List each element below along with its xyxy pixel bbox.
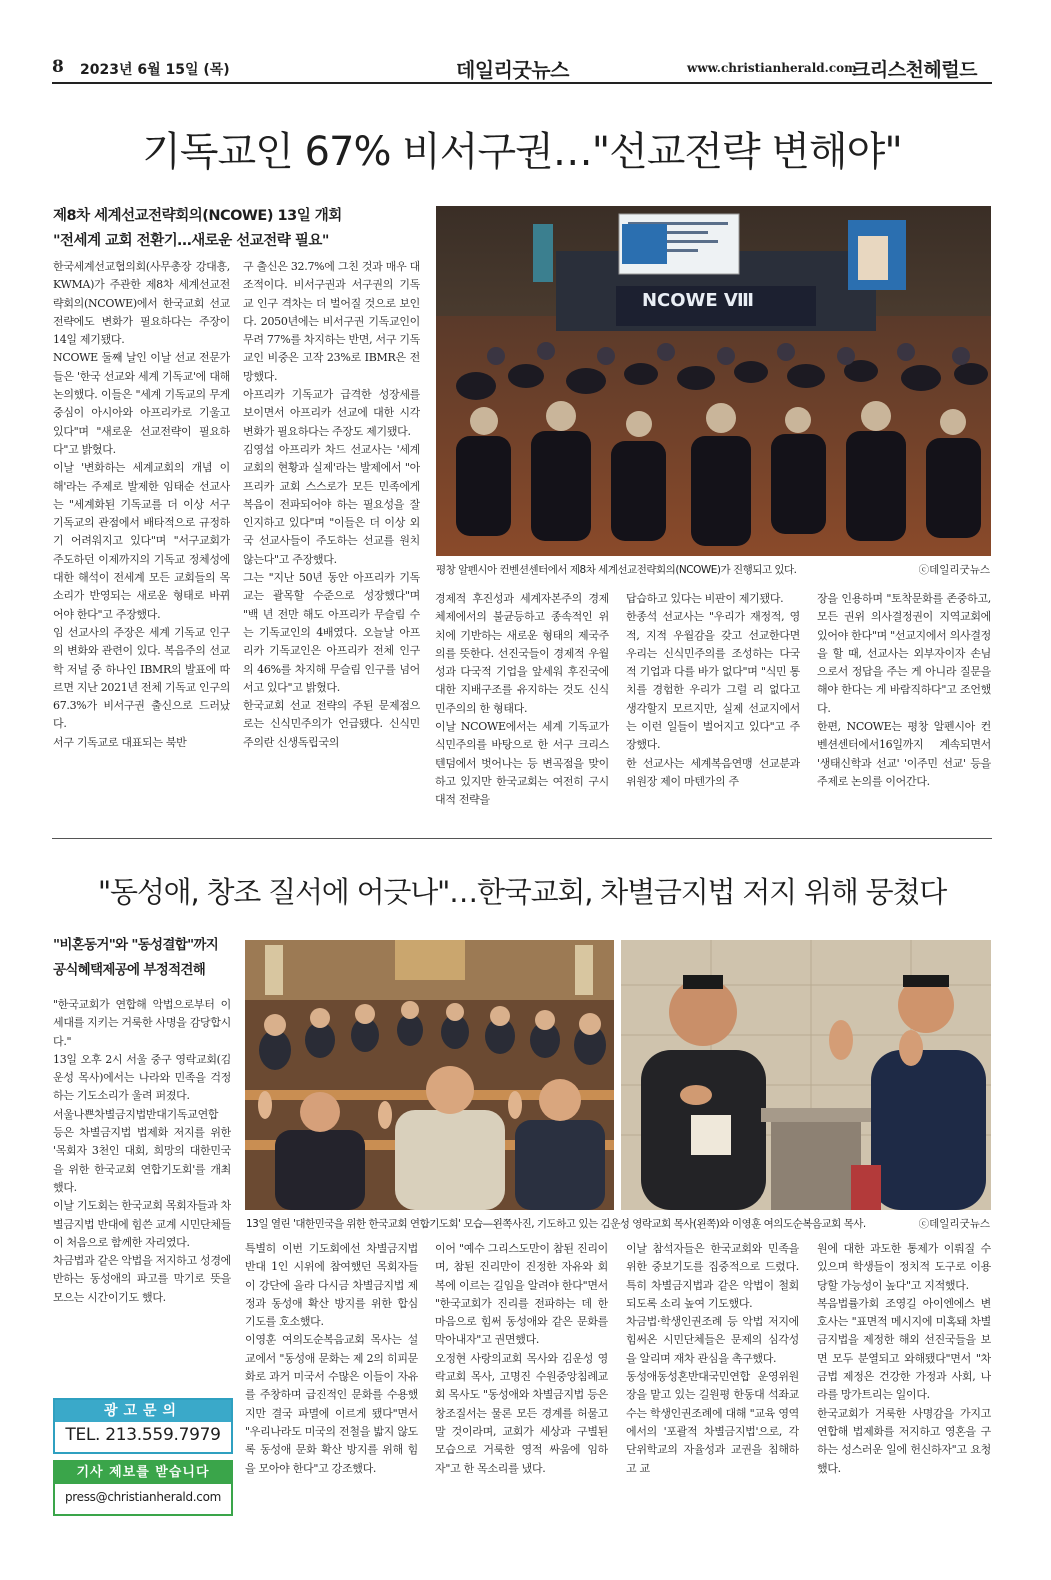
article2-photo-credit: ⓒ데일리굿뉴스 (918, 1218, 990, 1230)
article1-photo-caption: 평창 알펜시아 컨벤션센터에서 제8차 세계선교전략회의(NCOWE)가 진행되고 있다. (436, 564, 797, 576)
header-rule (52, 82, 992, 84)
article1-column-1: 한국세계선교협의회(사무총장 강대흥, KWMA)가 주관한 제8차 세계선교전략회의(NCOWE)에서 한국교회 선교전략에도 변화가 필요하다는 주장이 14일 제기됐다. NCOWE 둘째 날인 이날 선교 전문가들은 '한국 선교와 세계 기독교'에 대해 논의했다. 이들은 "세계 기독교의 무게 중심이 아시아와 아프리카로 기울고 있다"며 "새로운 선교전략이 필요하다"고 밝혔다. 이날 '변화하는 세계교회의 개념 이해'라는 주제로 발제한 임태순 선교사는 "세계화된 기독교를 더 이상 서구 기독교의 관점에서 배타적으로 규정하기 어려워지고 있다"며 "서구교회가 주도하던 이제까지의 기독교 정체성에 대한 해석이 전세계 모든 교회들의 목소리가 반영되는 새로운 형태로 바뀌어야 한다"고 주장했다. 임 선교사의 주장은 세계 기독교 인구의 변화와 관련이 있다. 복음주의 선교학 저널 중 하나인 IBMR의 발표에 따르면 지난 2021년 전체 기독교 인구의 67.3%가 비서구권 출신으로 드러났다. 서구 기독교로 대표되는 북반 (53, 260, 230, 749)
article1-subhead-2: "전세계 교회 전환기…새로운 선교전략 필요" (53, 233, 329, 249)
article2-photo-caption: 13일 열린 '대한민국을 위한 한국교회 연합기도회' 모습—왼쪽사진, 기도하고 있는 김운성 영락교회 목사(왼쪽)와 이영훈 여의도순복음교회 목사. (246, 1218, 866, 1230)
article2-subheads (53, 933, 243, 983)
article1-subheads (53, 204, 433, 254)
pastors-praying-photo (621, 940, 991, 1210)
article2-column-2: 특별히 이번 기도회에선 차별금지법 반대 1인 시위에 참여했던 목회자들이 강단에 올라 다시금 차별금지법 제정과 동성애 확산 방지를 위한 합심 기도를 호소했다. 이영훈 여의도순복음교회 목사는 설교에서 "동성애 문화는 제 2의 히피문화로 과거 미국서 수많은 이들이 자유를 주창하며 급진적인 문화를 수용했지만 결국 파멸에 이르게 됐다"면서 "우리나라도 미국의 전철을 밟지 않도록 동성애 문화 확산 방지를 위해 힘을 모아야 한다"고 강조했다. (245, 1242, 418, 1475)
issue-date: 2023년 6월 15일 (목) (80, 62, 230, 78)
article1-column-4: 답습하고 있다는 비판이 제기됐다. 한종석 선교사는 "우리가 재정적, 영적, 지적 우월감을 갖고 선교한다면 우리는 신식민주의를 조성하는 다국적 기업과 다를 바가 없다"며 "식민 통치를 경험한 우리가 그럴 리 없다고 생각할지 모르지만, 실제 선교지에서는 이런 일들이 벌어지고 있다"고 주장했다. 한 선교사는 세계복음연맹 선교분과 위원장 제이 마텐가의 주 (626, 592, 800, 788)
prayer-meeting-graphic (245, 940, 614, 1210)
article1-subhead-1: 제8차 세계선교전략회의(NCOWE) 13일 개회 (53, 208, 342, 224)
article2-subhead-2: 공식혜택제공에 부정적견해 (53, 962, 206, 978)
prayer-meeting-photo (245, 940, 614, 1210)
section-divider (52, 838, 992, 839)
article1-column-5: 장을 인용하며 "토착문화를 존중하고, 모든 권위 의사결정권이 지역교회에 있어야 한다"며 "선교지에서 의사결정을 할 때, 선교사는 외부자이자 손님으로서 정답을 주는 게 아니라 질문을 해야 한다는 게 바람직하다"고 조언했다. 한편, NCOWE는 평창 알펜시아 컨벤션센터에서16일까지 계속되면서 '생태신학과 선교' '이주민 선교' 등을 주제로 논의를 이어간다. (817, 592, 991, 788)
article2-headline: "동성애, 창조 질서에 어긋나"…한국교회, 차별금지법 저지 위해 뭉쳤다 (97, 875, 947, 909)
page-number: 8 (52, 57, 64, 77)
article2-subhead-1: "비혼동거"와 "동성결합"까지 (53, 937, 219, 953)
ad-contact-title: 광고문의 (55, 1400, 231, 1422)
ad-contact-phone[interactable]: TEL. 213.559.7979 (65, 1425, 221, 1445)
article1-photo-credit: ⓒ데일리굿뉴스 (918, 564, 990, 576)
article2-column-3: 이어 "예수 그리스도만이 참된 진리이며, 참된 진리만이 진정한 자유와 회복에 이르는 길임을 알려야 한다"면서 "한국교회가 진리를 전파하는 데 한 마음으로 힘써 동성애와 같은 문화를 막아내자"고 권면했다. 오정현 사랑의교회 목사와 김운성 영락교회 목사, 고명진 수원중앙침례교회 목사도 "동성애와 차별금지법 등은 창조질서는 물론 모든 경계를 허물고 말 것이라며, 교회가 세상과 구별된 모습으로 거룩한 영적 싸움에 임하자"고 한 목소리를 냈다. (435, 1242, 608, 1475)
conference-photo-graphic (436, 206, 991, 556)
site-url: www.christianherald.com (687, 61, 857, 75)
pastors-praying-graphic (621, 940, 991, 1210)
article2-column-5: 원에 대한 과도한 통제가 이뤄질 수 있으며 학생들이 정치적 도구로 이용당할 가능성이 높다"고 지적했다. 복음법률가회 조영길 아이엔에스 변호사는 "표면적 메시지에 미혹돼 차별금지법을 제정한 해외 선진국들을 보면 모두 분열되고 와해됐다"면서 "차금법 제정은 건강한 가정과 사회, 나라를 망가트리는 일이다. 한국교회가 거룩한 사명감을 가지고 연합해 법제화를 저지하고 영혼을 구하는 성스러운 일에 헌신하자"고 요청했다. (817, 1242, 991, 1475)
article2-column-1: "한국교회가 연합해 악법으로부터 이 세대를 지키는 거룩한 사명을 감당합시다." 13일 오후 2시 서울 중구 영락교회(김운성 목사)에서는 나라와 민족을 걱정하는 기도소리가 울려 퍼졌다. 서울나쁜차별금지법반대기독교연합 등은 차별금지법 법제화 저지를 위한 '목회자 3천인 대회, 희망의 대한민국을 위한 한국교회 연합기도회'를 개최했다. 이날 기도회는 한국교회 목회자들과 차별금지법 반대에 힘쓴 교계 시민단체들이 처음으로 함께한 자리였다. 차금법과 같은 악법을 저지하고 성경에 반하는 동성애의 파고를 막기로 뜻을 모으는 시간이기도 했다. (53, 998, 231, 1304)
paper-name: 데일리굿뉴스 (456, 58, 569, 82)
news-tip-title: 기사 제보를 받습니다 (55, 1462, 231, 1484)
article1-column-3: 경제적 후진성과 세계자본주의 경제체제에서의 불균등하고 종속적인 위치에 기반하는 새로운 형태의 제국주의를 뜻한다. 선진국들이 경제적 우월성과 다국적 기업을 앞세워 후진국에 대한 지배구조를 유지하는 것도 신식민주의의 한 형태다. 이날 NCOWE에서는 세계 기독교가 식민주의를 바탕으로 한 서구 크리스텐덤에서 벗어나는 등 변곡점을 맞이하고 있지만 한국교회는 여전히 구시대적 전략을 (435, 592, 609, 807)
article1-headline: 기독교인 67% 비서구권…"선교전략 변해야" (142, 129, 902, 175)
stage-sign: NCOWE Ⅷ (641, 290, 755, 311)
conference-photo (436, 206, 991, 556)
brand-logo: 크리스천헤럴드 (852, 59, 977, 81)
article1-column-2: 구 출신은 32.7%에 그친 것과 매우 대조적이다. 비서구권과 서구권의 기독교 인구 격차는 더 벌어질 것으로 보인다. 2050년에는 비서구권 기독교인이 무려 77%를 차지하는 반면, 서구 기독교인 비중은 고작 23%로 IBMR은 전망했다. 아프리카 기독교가 급격한 성장세를 보이면서 아프리카 선교에 대한 시각 변화가 필요하다는 주장도 제기됐다. 김영섭 아프리카 차드 선교사는 '세계 교회의 현황과 실제'라는 발제에서 "아프리카 교회 스스로가 모든 민족에게 복음이 전파되어야 하는 필요성을 잘 인지하고 있다"며 "이들은 더 이상 외국 선교사들이 주도하는 선교를 원치 않는다"고 주장했다. 그는 "지난 50년 동안 아프리카 기독교는 괄목할 수준으로 성장했다"며 "백 년 전만 해도 아프리카 무슬림 수는 기독교인의 4배였다. 오늘날 아프리카 기독교인은 아프리카 전체 인구의 46%를 차지해 무슬림 인구를 넘어서고 있다"고 밝혔다. 한국교회 선교 전략의 주된 문제점으로는 신식민주의가 언급됐다. 신식민주의란 신생독립국의 (243, 260, 420, 749)
article2-column-4: 이날 참석자들은 한국교회와 민족을 위한 중보기도를 집중적으로 드렸다. 특히 차별금지법과 같은 악법이 철회되도록 소리 높여 기도했다. 차금법·학생인권조례 등 악법 저지에 힘써온 시민단체들은 문제의 심각성을 알리며 재차 관심을 촉구했다. 동성애동성혼반대국민연합 운영위원장을 맡고 있는 길원평 한동대 석좌교수는 학생인권조례에 대해 "교육 영역에서의 '포괄적 차별금지법'으로, 각 단위학교의 자율성과 교권을 침해하고 교 (626, 1242, 799, 1475)
news-tip-email[interactable]: press@christianherald.com (64, 1490, 222, 1504)
